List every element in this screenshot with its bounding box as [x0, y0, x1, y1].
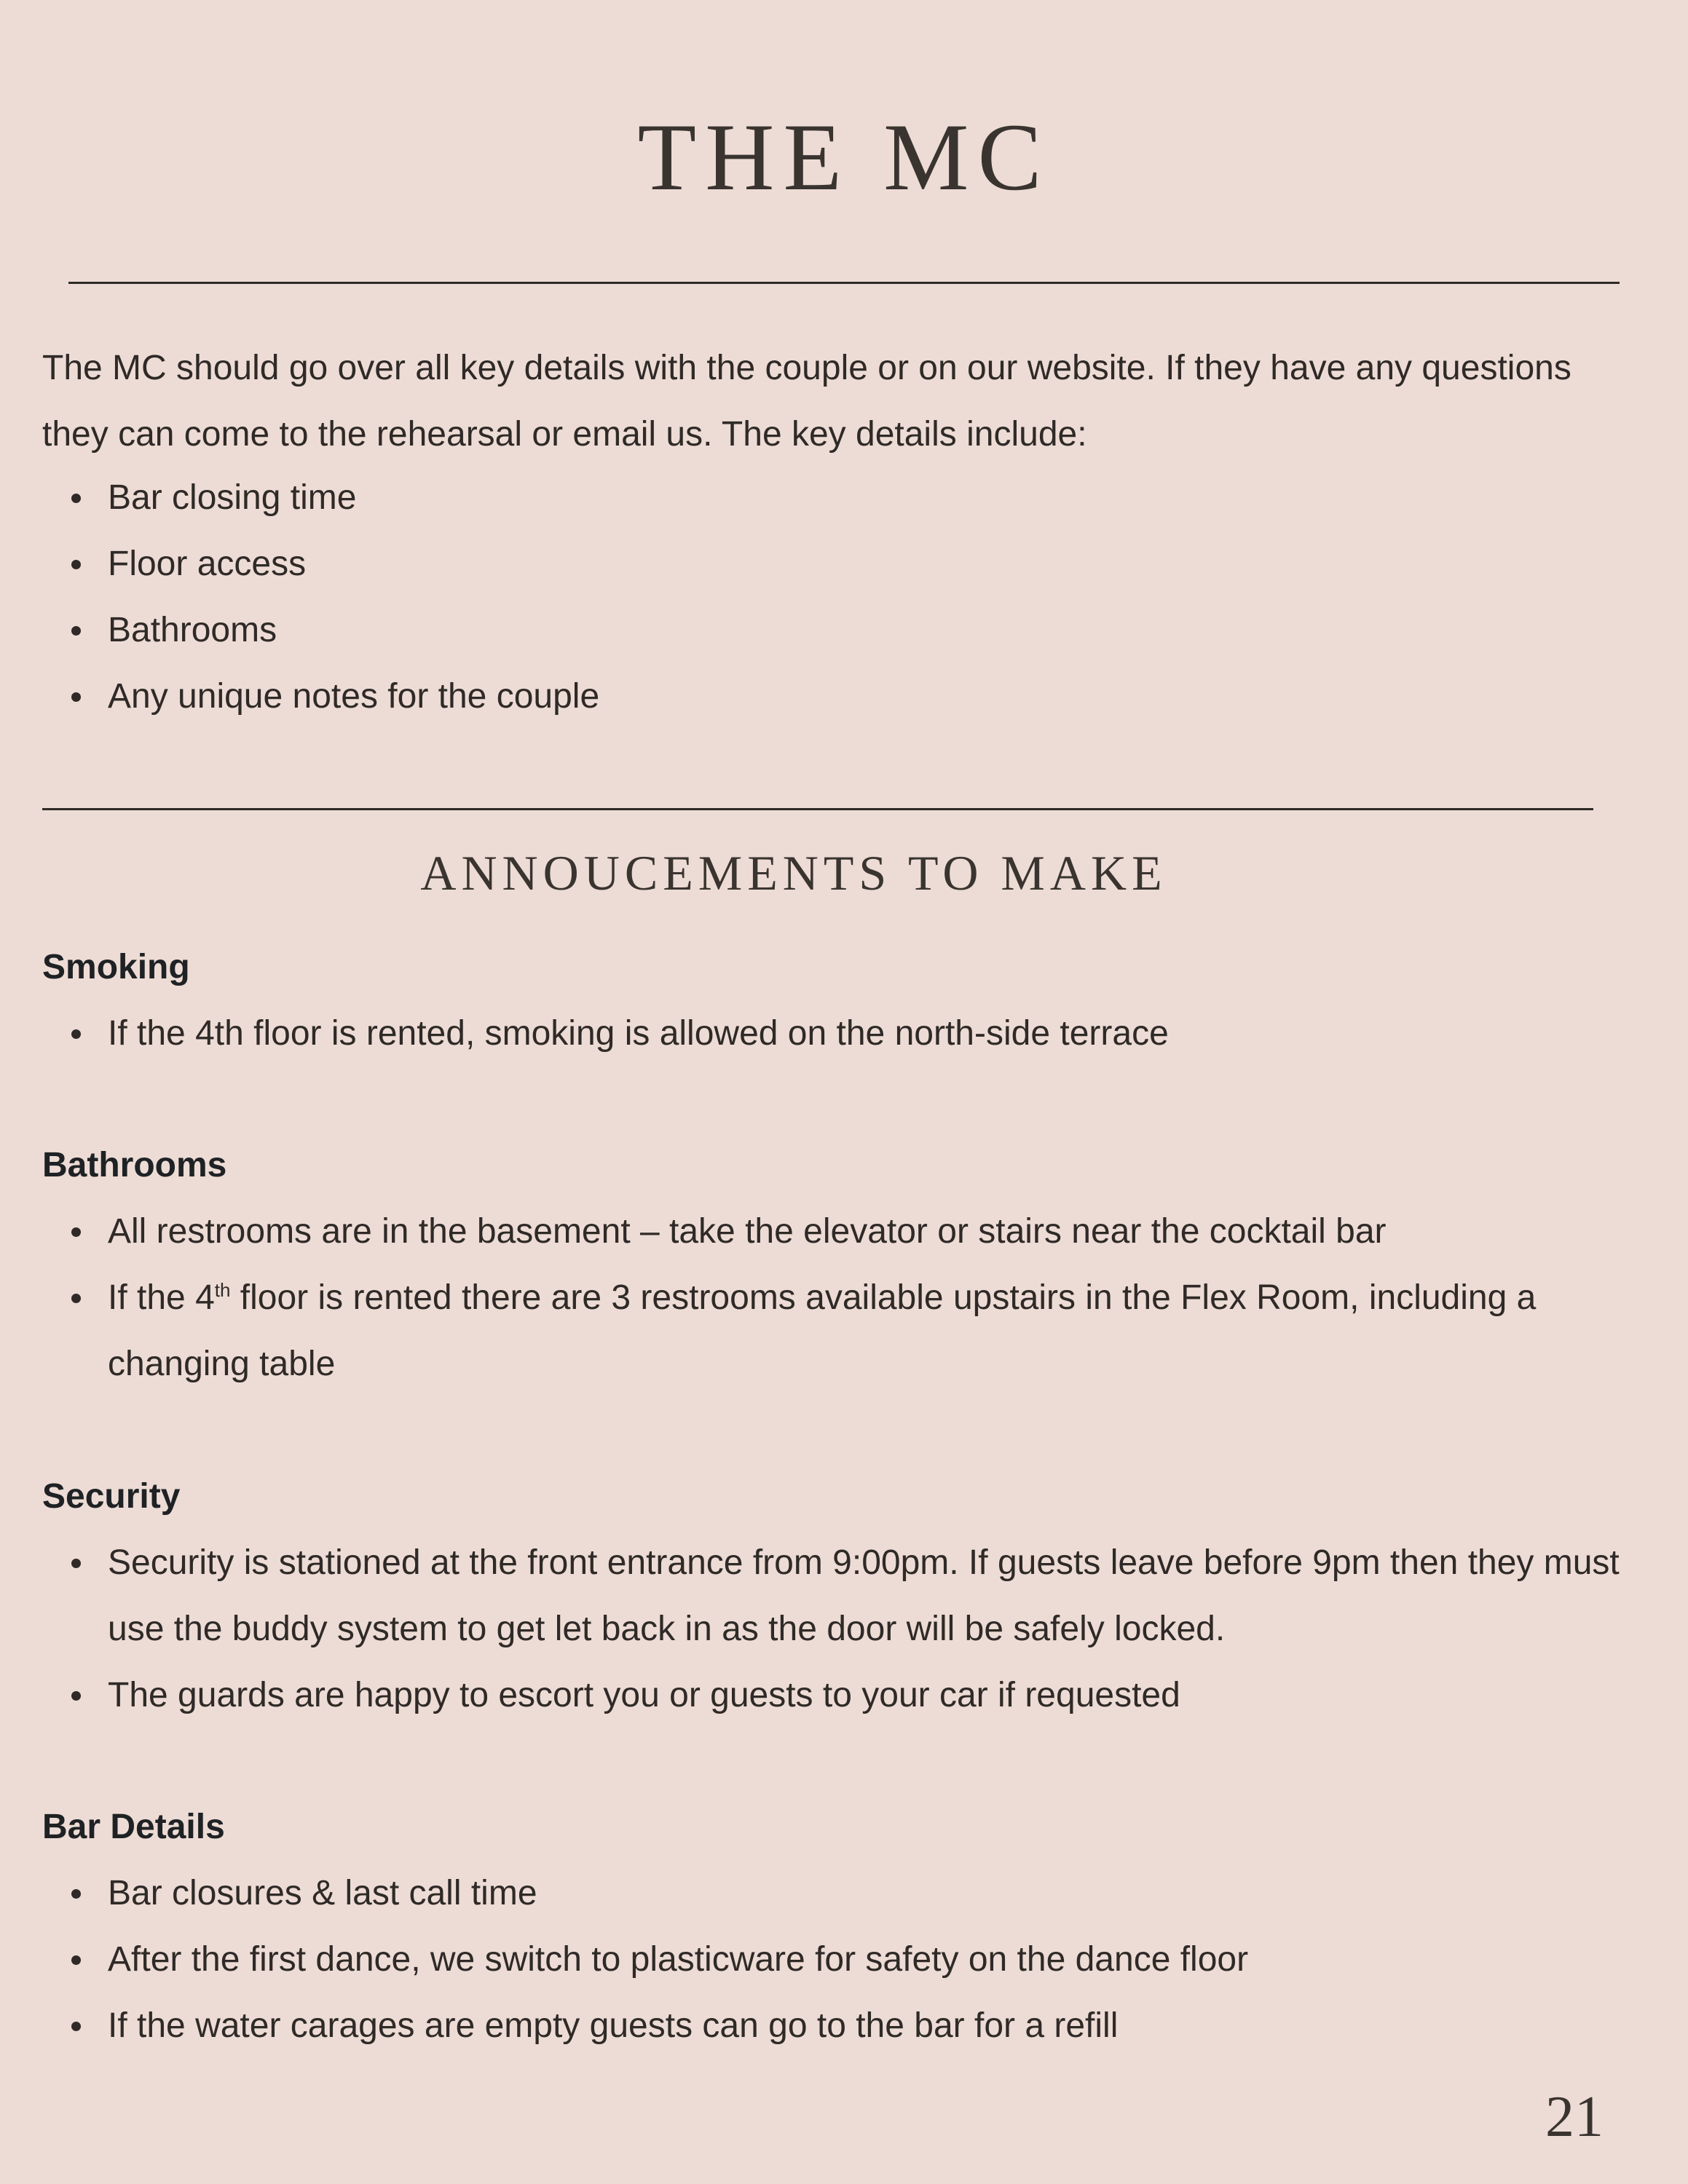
security-heading: Security — [42, 1477, 181, 1516]
list-item: Bathrooms — [42, 597, 1630, 663]
list-item: The guards are happy to escort you or guests to your car if requested — [42, 1662, 1630, 1728]
list-item — [42, 1265, 1630, 1397]
list-item: If the water carages are empty guests can go to the bar for a refill — [42, 1993, 1630, 2059]
bathrooms-heading: Bathrooms — [42, 1146, 227, 1184]
top-divider — [68, 282, 1620, 284]
list-item: All restrooms are in the basement – take the elevator or stairs near the cocktail bar — [42, 1198, 1630, 1265]
list-item: Bar closing time — [42, 464, 1630, 531]
bar-details-list — [42, 1860, 1630, 2059]
list-item-text: floor is rented there are 3 restrooms available upstairs in the Flex Room, including a changing table — [108, 1278, 1537, 1383]
list-item: Any unique notes for the couple — [42, 663, 1630, 729]
page-number: 21 — [1545, 2085, 1604, 2149]
list-item: Security is stationed at the front entrance from 9:00pm. If guests leave before 9pm then they must use the buddy system to get let back in as the door will be safely locked. — [42, 1530, 1630, 1662]
list-item: If the 4th floor is rented, smoking is allowed on the north-side terrace — [42, 1000, 1630, 1067]
smoking-section — [42, 934, 1630, 1067]
list-item-text: If the 4 — [108, 1278, 215, 1317]
bar-details-section — [42, 1794, 1630, 2059]
announcements-heading: ANNOUCEMENTS TO MAKE — [420, 845, 1167, 901]
security-list — [42, 1530, 1630, 1728]
list-item: After the first dance, we switch to plasticware for safety on the dance floor — [42, 1926, 1630, 1993]
key-details-list — [42, 464, 1630, 729]
bathrooms-section — [42, 1132, 1630, 1397]
list-item: Floor access — [42, 531, 1630, 597]
smoking-list — [42, 1000, 1630, 1067]
intro-paragraph: The MC should go over all key details with the couple or on our website. If they have any questions they can come to the rehearsal or email us. The key details include: — [42, 349, 1571, 454]
list-item: Bar closures & last call time — [42, 1860, 1630, 1926]
security-section — [42, 1463, 1630, 1728]
middle-divider — [42, 808, 1593, 810]
ordinal-suffix: th — [214, 1279, 231, 1301]
bathrooms-list — [42, 1198, 1630, 1397]
smoking-heading: Smoking — [42, 948, 190, 986]
page-title: THE MC — [637, 103, 1051, 210]
bar-details-heading: Bar Details — [42, 1808, 225, 1846]
